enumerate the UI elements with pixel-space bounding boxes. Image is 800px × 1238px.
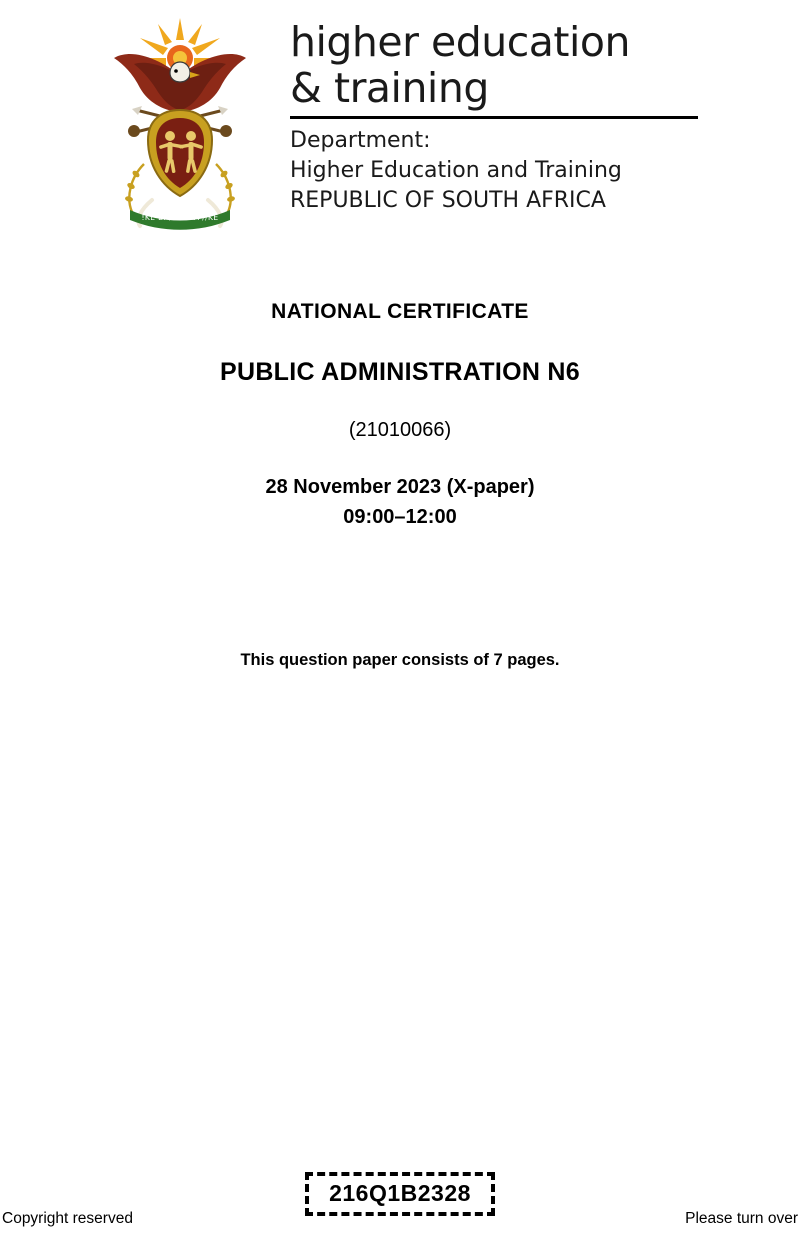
header-divider bbox=[290, 116, 698, 119]
certificate-title: NATIONAL CERTIFICATE bbox=[271, 300, 529, 323]
dept-sub-country: REPUBLIC OF SOUTH AFRICA bbox=[290, 187, 606, 213]
subject-title: PUBLIC ADMINISTRATION N6 bbox=[220, 358, 580, 386]
exam-title-block bbox=[0, 300, 800, 532]
paper-id-code: 216Q1B2328 bbox=[305, 1172, 495, 1216]
dept-title-line2: & training bbox=[290, 63, 489, 112]
footer-copyright: Copyright reserved bbox=[2, 1210, 133, 1227]
subject-code: (21010066) bbox=[348, 419, 452, 441]
dept-sub-label: Department: bbox=[290, 127, 431, 153]
exam-time: 09:00–12:00 bbox=[343, 506, 457, 528]
footer-turn-over: Please turn over bbox=[685, 1210, 798, 1227]
exam-date: 28 November 2023 (X-paper) bbox=[265, 476, 535, 498]
svg-text:!KE E: /XARRA //KE: !KE E: /XARRA //KE bbox=[141, 213, 219, 222]
page-footer bbox=[0, 1210, 800, 1228]
document-header bbox=[96, 14, 716, 236]
page-count-note: This question paper consists of 7 pages. bbox=[240, 651, 560, 669]
dept-title-line1: higher education bbox=[290, 18, 630, 66]
south-african-coat-of-arms-icon bbox=[96, 14, 264, 232]
dept-sub-name: Higher Education and Training bbox=[290, 157, 622, 183]
department-wordmark bbox=[290, 14, 716, 216]
